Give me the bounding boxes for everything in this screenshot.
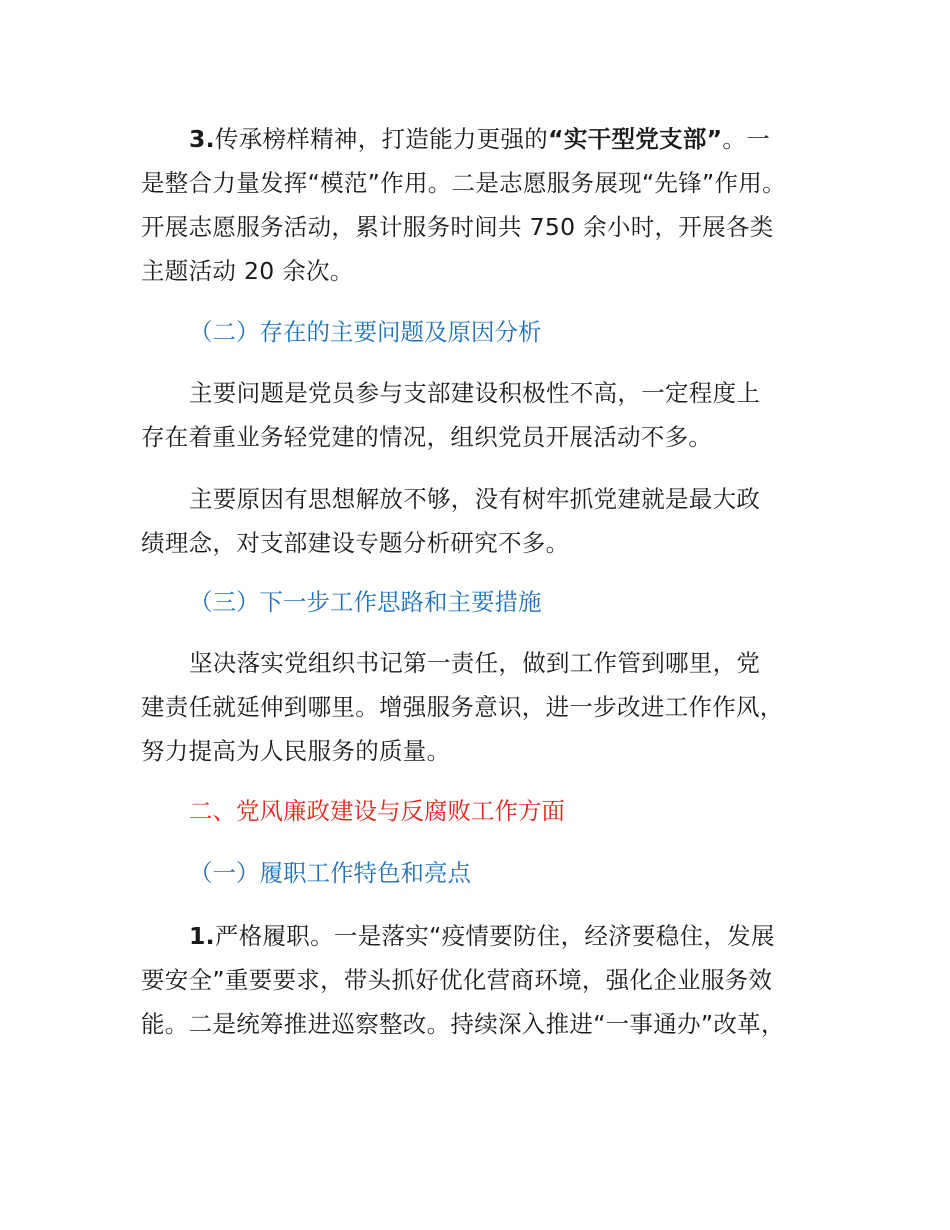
paragraph-line: 坚决落实党组织书记第一责任，做到工作管到哪里，党 xyxy=(189,649,761,677)
paragraph-line: 主要原因有思想解放不够，没有树牢抓党建就是最大政 xyxy=(189,485,761,513)
paragraph-main-problems xyxy=(141,371,811,459)
paragraph-line: 开展志愿服务活动，累计服务时间共 750 余小时，开展各类 xyxy=(141,213,774,241)
subheading-next-steps: （三）下一步工作思路和主要措施 xyxy=(189,588,542,616)
paragraph-line: 绩理念，对支部建设专题分析研究不多。 xyxy=(141,529,570,557)
paragraph-line: 建责任就延伸到哪里。增强服务意识，进一步改进工作作风， xyxy=(141,693,784,721)
paragraph-line: 能。二是统筹推进巡察整改。持续深入推进“一事通办”改革， xyxy=(141,1010,785,1038)
paragraph-line: 主要问题是党员参与支部建设积极性不高，一定程度上 xyxy=(189,379,761,407)
paragraph-line: 主题活动 20 余次。 xyxy=(141,257,354,285)
paragraph-line: 是整合力量发挥“模范”作用。二是志愿服务展现“先锋”作用。 xyxy=(141,169,786,197)
paragraph-line: 1.严格履职。一是落实“疫情要防住，经济要稳住，发展 xyxy=(189,922,775,950)
paragraph-measures xyxy=(141,641,811,773)
paragraph-strict-duty xyxy=(141,914,811,1046)
paragraph-role-models xyxy=(141,117,811,293)
paragraph-line: 努力提高为人民服务的质量。 xyxy=(141,737,451,765)
item-number: 1. xyxy=(189,922,215,950)
section-title-integrity: 二、党风廉政建设与反腐败工作方面 xyxy=(189,797,565,825)
item-number: 3. xyxy=(189,125,215,153)
subheading-highlights: （一）履职工作特色和亮点 xyxy=(189,859,471,887)
paragraph-line: 要安全”重要要求，带头抓好优化营商环境，强化企业服务效 xyxy=(141,966,773,994)
paragraph-main-causes xyxy=(141,477,811,565)
paragraph-line: 存在着重业务轻党建的情况，组织党员开展活动不多。 xyxy=(141,423,713,451)
subheading-problems: （二）存在的主要问题及原因分析 xyxy=(189,318,542,346)
emphasis-quote: “实干型党支部” xyxy=(548,125,723,153)
paragraph-line: 3.传承榜样精神，打造能力更强的“实干型党支部”。一 xyxy=(189,125,770,153)
